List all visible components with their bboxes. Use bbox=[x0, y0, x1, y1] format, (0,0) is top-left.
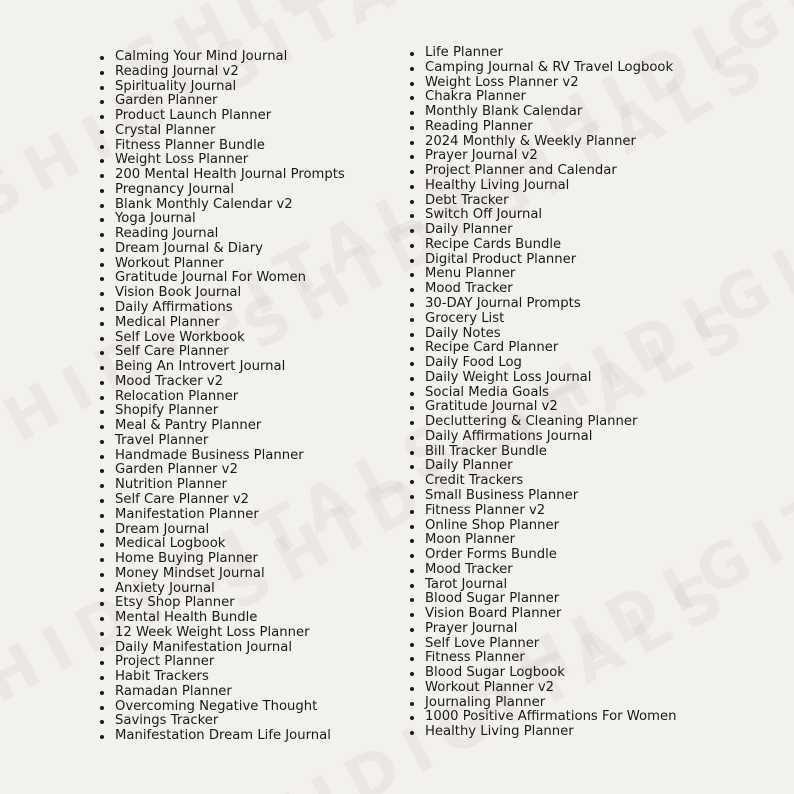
list-item: Healthy Living Planner bbox=[410, 725, 790, 740]
list-item: Home Buying Planner bbox=[100, 552, 400, 567]
list-item: Small Business Planner bbox=[410, 489, 790, 504]
list-item: Journaling Planner bbox=[410, 696, 790, 711]
list-item: Money Mindset Journal bbox=[100, 567, 400, 582]
list-item: Dream Journal bbox=[100, 523, 400, 538]
list-item: Moon Planner bbox=[410, 533, 790, 548]
list-item: Etsy Shop Planner bbox=[100, 596, 400, 611]
list-item: Ramadan Planner bbox=[100, 685, 400, 700]
list-item: Daily Weight Loss Journal bbox=[410, 371, 790, 386]
list-item: Weight Loss Planner v2 bbox=[410, 76, 790, 91]
list-item: Fitness Planner Bundle bbox=[100, 139, 400, 154]
list-item: Order Forms Bundle bbox=[410, 548, 790, 563]
list-item: Digital Product Planner bbox=[410, 253, 790, 268]
list-item: Recipe Card Planner bbox=[410, 341, 790, 356]
list-item: Bill Tracker Bundle bbox=[410, 445, 790, 460]
left-column-list bbox=[100, 50, 400, 744]
list-item: Vision Board Planner bbox=[410, 607, 790, 622]
list-item: 2024 Monthly & Weekly Planner bbox=[410, 135, 790, 150]
list-item: Daily Affirmations Journal bbox=[410, 430, 790, 445]
list-item: Project Planner bbox=[100, 655, 400, 670]
list-item: Calming Your Mind Journal bbox=[100, 50, 400, 65]
list-item: Daily Planner bbox=[410, 459, 790, 474]
list-item: Meal & Pantry Planner bbox=[100, 419, 400, 434]
list-item: 200 Mental Health Journal Prompts bbox=[100, 168, 400, 183]
list-item: Daily Affirmations bbox=[100, 301, 400, 316]
list-item: Workout Planner bbox=[100, 257, 400, 272]
list-item: Workout Planner v2 bbox=[410, 681, 790, 696]
list-item: Manifestation Planner bbox=[100, 508, 400, 523]
list-item: 12 Week Weight Loss Planner bbox=[100, 626, 400, 641]
list-item: 30-DAY Journal Prompts bbox=[410, 297, 790, 312]
list-item: Prayer Journal bbox=[410, 622, 790, 637]
list-item: Relocation Planner bbox=[100, 390, 400, 405]
list-item: Mental Health Bundle bbox=[100, 611, 400, 626]
list-item: Self Love Planner bbox=[410, 637, 790, 652]
list-item: Tarot Journal bbox=[410, 578, 790, 593]
list-item: Product Launch Planner bbox=[100, 109, 400, 124]
list-item: Anxiety Journal bbox=[100, 582, 400, 597]
list-item: Blood Sugar Planner bbox=[410, 592, 790, 607]
list-item: Nutrition Planner bbox=[100, 478, 400, 493]
list-item: Garden Planner v2 bbox=[100, 463, 400, 478]
list-item: Vision Book Journal bbox=[100, 286, 400, 301]
list-item: Daily Planner bbox=[410, 223, 790, 238]
list-item: Prayer Journal v2 bbox=[410, 149, 790, 164]
list-item: Being An Introvert Journal bbox=[100, 360, 400, 375]
list-item: Menu Planner bbox=[410, 267, 790, 282]
list-item: Travel Planner bbox=[100, 434, 400, 449]
list-item: Grocery List bbox=[410, 312, 790, 327]
list-item: Project Planner and Calendar bbox=[410, 164, 790, 179]
list-item: Reading Journal v2 bbox=[100, 65, 400, 80]
list-item: Garden Planner bbox=[100, 94, 400, 109]
list-item: Dream Journal & Diary bbox=[100, 242, 400, 257]
list-item: Daily Notes bbox=[410, 327, 790, 342]
list-item: Social Media Goals bbox=[410, 386, 790, 401]
list-item: Mood Tracker bbox=[410, 282, 790, 297]
list-item: Fitness Planner v2 bbox=[410, 504, 790, 519]
list-item: Spirituality Journal bbox=[100, 80, 400, 95]
list-item: Recipe Cards Bundle bbox=[410, 238, 790, 253]
list-item: Daily Food Log bbox=[410, 356, 790, 371]
list-item: Crystal Planner bbox=[100, 124, 400, 139]
list-item: Manifestation Dream Life Journal bbox=[100, 729, 400, 744]
list-item: Mood Tracker bbox=[410, 563, 790, 578]
list-item: Habit Trackers bbox=[100, 670, 400, 685]
list-item: Decluttering & Cleaning Planner bbox=[410, 415, 790, 430]
list-item: Gratitude Journal For Women bbox=[100, 271, 400, 286]
list-item: Weight Loss Planner bbox=[100, 153, 400, 168]
list-item: Gratitude Journal v2 bbox=[410, 400, 790, 415]
list-item: Reading Planner bbox=[410, 120, 790, 135]
list-item: Monthly Blank Calendar bbox=[410, 105, 790, 120]
list-item: Yoga Journal bbox=[100, 212, 400, 227]
list-item: Medical Logbook bbox=[100, 537, 400, 552]
list-item: Debt Tracker bbox=[410, 194, 790, 209]
list-item: Overcoming Negative Thought bbox=[100, 700, 400, 715]
list-item: Shopify Planner bbox=[100, 404, 400, 419]
list-item: Self Love Workbook bbox=[100, 331, 400, 346]
list-item: Self Care Planner v2 bbox=[100, 493, 400, 508]
list-item: Blood Sugar Logbook bbox=[410, 666, 790, 681]
right-column-list bbox=[410, 46, 790, 740]
list-item: Credit Trackers bbox=[410, 474, 790, 489]
list-item: Online Shop Planner bbox=[410, 519, 790, 534]
list-item: Daily Manifestation Journal bbox=[100, 641, 400, 656]
list-item: Reading Journal bbox=[100, 227, 400, 242]
list-item: Self Care Planner bbox=[100, 345, 400, 360]
list-item: Life Planner bbox=[410, 46, 790, 61]
list-item: Pregnancy Journal bbox=[100, 183, 400, 198]
list-item: Chakra Planner bbox=[410, 90, 790, 105]
list-item: Medical Planner bbox=[100, 316, 400, 331]
list-item: Mood Tracker v2 bbox=[100, 375, 400, 390]
list-item: Handmade Business Planner bbox=[100, 449, 400, 464]
list-item: Switch Off Journal bbox=[410, 208, 790, 223]
list-item: Healthy Living Journal bbox=[410, 179, 790, 194]
list-item: Blank Monthly Calendar v2 bbox=[100, 198, 400, 213]
list-item: Savings Tracker bbox=[100, 714, 400, 729]
list-item: 1000 Positive Affirmations For Women bbox=[410, 710, 790, 725]
list-item: Camping Journal & RV Travel Logbook bbox=[410, 61, 790, 76]
list-item: Fitness Planner bbox=[410, 651, 790, 666]
